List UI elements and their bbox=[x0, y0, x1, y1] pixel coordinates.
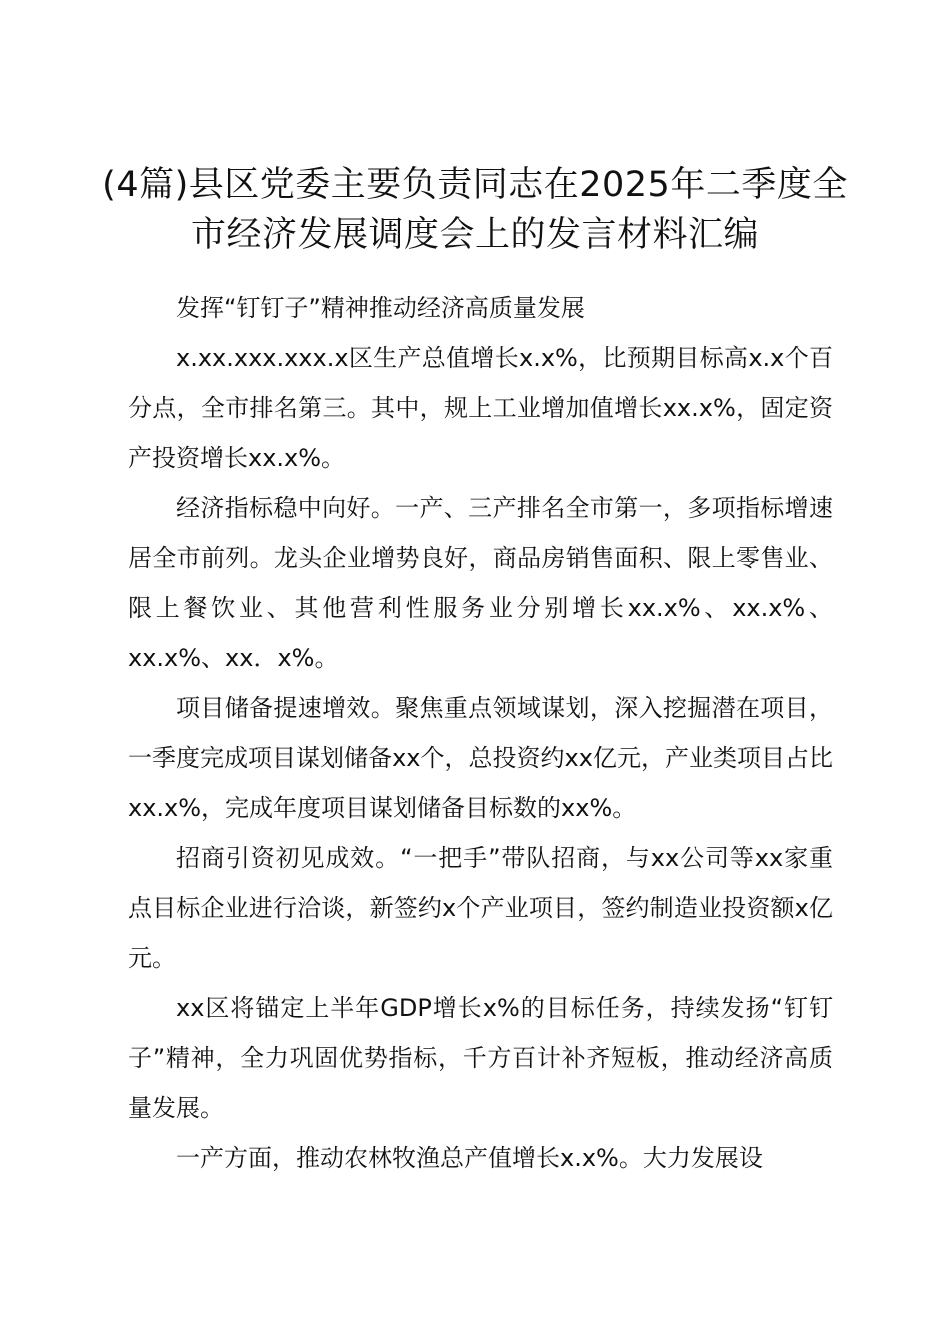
paragraph: xx区将锚定上半年GDP增长x%的目标任务，持续发扬“钉钉子”精神，全力巩固优势指标，千方百计补齐短板，推动经济高质量发展。 bbox=[128, 994, 833, 1122]
paragraph: 一产方面，推动农林牧渔总产值增长x.x%。大力发展设 bbox=[176, 1144, 763, 1172]
section-heading: 发挥“钉钉子”精神推动经济高质量发展 bbox=[176, 294, 585, 322]
paragraph: 项目储备提速增效。聚焦重点领域谋划，深入挖掘潜在项目，一季度完成项目谋划储备xx个，总投资约xx亿元，产业类项目占比xx.x%，完成年度项目谋划储备目标数的xx%。 bbox=[128, 694, 833, 822]
document-title: (4篇)县区党委主要负责同志在2025年二季度全市经济发展调度会上的发言材料汇编 bbox=[102, 165, 848, 255]
document-body bbox=[128, 283, 833, 1183]
paragraph: 招商引资初见成效。“一把手”带队招商，与xx公司等xx家重点目标企业进行洽谈，新签约x个产业项目，签约制造业投资额x亿元。 bbox=[128, 844, 833, 972]
paragraph: 经济指标稳中向好。一产、三产排名全市第一，多项指标增速居全市前列。龙头企业增势良好，商品房销售面积、限上零售业、限上餐饮业、其他营利性服务业分别增长xx.x%、xx.x%、xx.x%、xx．x%。 bbox=[128, 494, 833, 672]
paragraph: x.xx.xxx.xxx.x区生产总值增长x.x%，比预期目标高x.x个百分点，全市排名第三。其中，规上工业增加值增长xx.x%，固定资产投资增长xx.x%。 bbox=[128, 344, 833, 472]
